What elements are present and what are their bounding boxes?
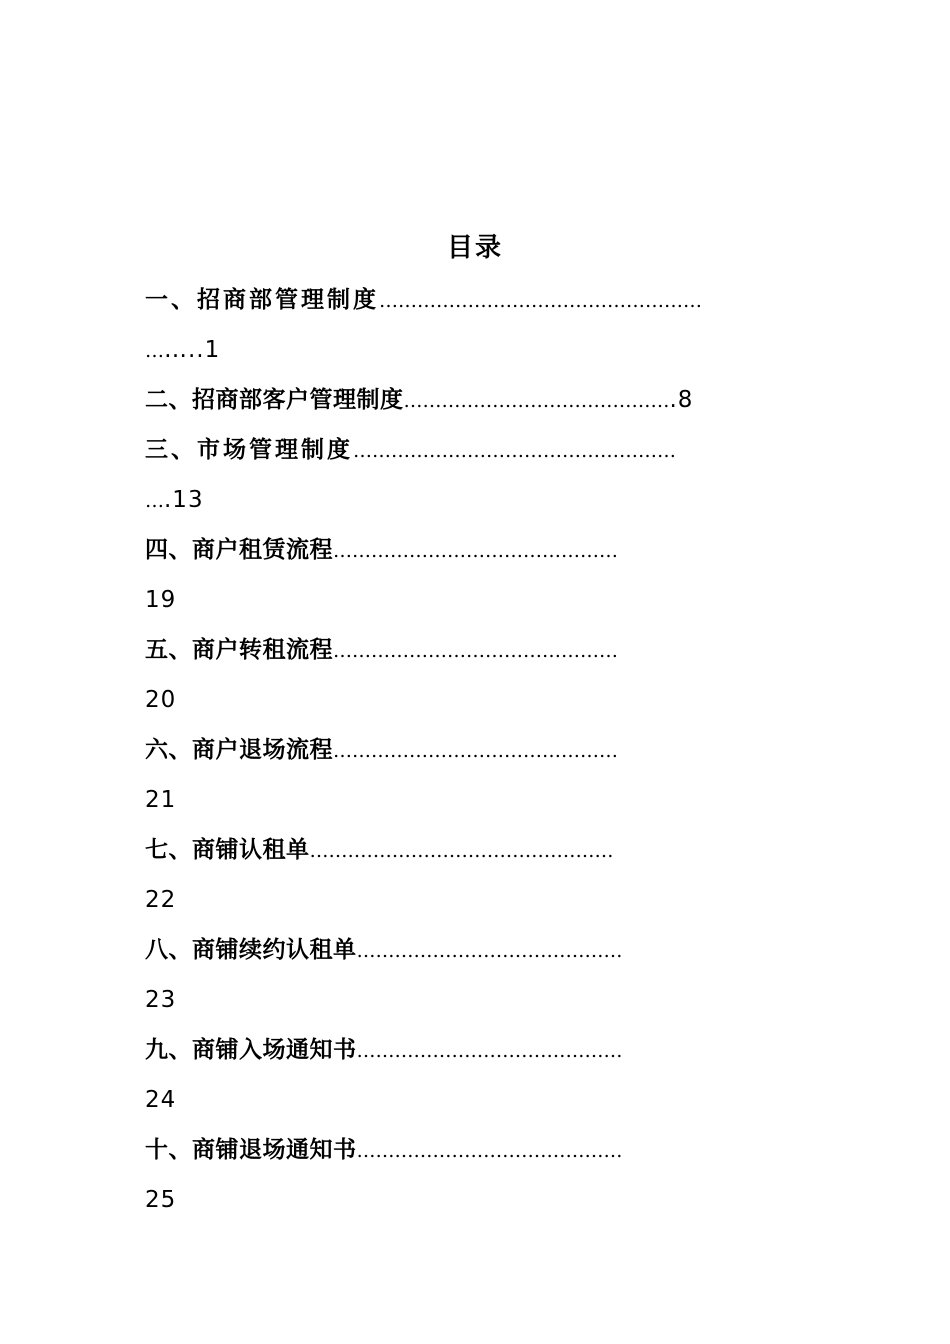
toc-line: [145, 530, 807, 580]
toc-entry-title: 三、市场管理制度: [145, 436, 353, 463]
toc-entry-title: 五、商户转租流程: [145, 636, 333, 663]
toc-page-number: 21: [145, 787, 177, 813]
toc-entry-title: 八、商铺续约认租单: [145, 936, 357, 963]
toc-line: [145, 280, 807, 330]
toc-page-number: .8: [669, 387, 694, 413]
toc-entry-title: 六、商户退场流程: [145, 736, 333, 763]
toc-line: [145, 980, 807, 1030]
toc-leader-dots: ……………………………………: [356, 1140, 623, 1162]
toc-line: [145, 930, 807, 980]
toc-line: [145, 580, 807, 630]
toc-line: [145, 1130, 807, 1180]
toc-line: [145, 1030, 807, 1080]
toc-entry-title: 九、商铺入场通知书: [145, 1036, 357, 1063]
toc-line: [145, 630, 807, 680]
toc-leader-dots: ………………………………………: [333, 540, 618, 562]
toc-line: [145, 430, 807, 480]
toc-line: [145, 330, 807, 380]
toc-leader-dots: ……………………………………: [356, 1040, 623, 1062]
toc-page-number: …..1: [164, 337, 221, 363]
toc-leader-dots: ………………………………………: [333, 740, 618, 762]
toc-page-number: 22: [145, 887, 177, 913]
toc-entry-title: 一、招商部管理制度: [145, 286, 379, 313]
toc-entry-title: 四、商户租赁流程: [145, 536, 333, 563]
toc-line: [145, 480, 807, 530]
toc-line: [145, 1180, 807, 1230]
toc-leader-dots: …………………………………………: [309, 840, 614, 862]
toc-leader-dots: ……………………………………………: [379, 290, 702, 312]
toc-leader-dots: …: [145, 490, 164, 512]
toc-page-number: 24: [145, 1087, 177, 1113]
toc-line: [145, 680, 807, 730]
table-of-contents: [145, 280, 807, 1230]
toc-entry-title: 七、商铺认租单: [145, 836, 310, 863]
toc-leader-dots: ……………………………………………: [353, 440, 676, 462]
toc-line: [145, 880, 807, 930]
toc-line: [145, 730, 807, 780]
toc-leader-dots: ………………………………………: [333, 640, 618, 662]
toc-page-number: 19: [145, 587, 177, 613]
toc-page-number: 25: [145, 1187, 177, 1213]
toc-line: [145, 1080, 807, 1130]
toc-line: [145, 830, 807, 880]
toc-page-number: .13: [164, 487, 204, 513]
toc-page-number: 20: [145, 687, 177, 713]
toc-leader-dots: ……………………………………: [356, 940, 623, 962]
toc-page-number: 23: [145, 987, 177, 1013]
toc-line: [145, 380, 807, 430]
toc-entry-title: 十、商铺退场通知书: [145, 1136, 357, 1163]
toc-leader-dots: ……………………………………: [403, 390, 670, 412]
toc-title: 目录: [446, 233, 503, 263]
toc-line: [145, 780, 807, 830]
toc-leader-dots: …: [145, 340, 164, 362]
toc-entry-title: 二、招商部客户管理制度: [145, 386, 404, 413]
